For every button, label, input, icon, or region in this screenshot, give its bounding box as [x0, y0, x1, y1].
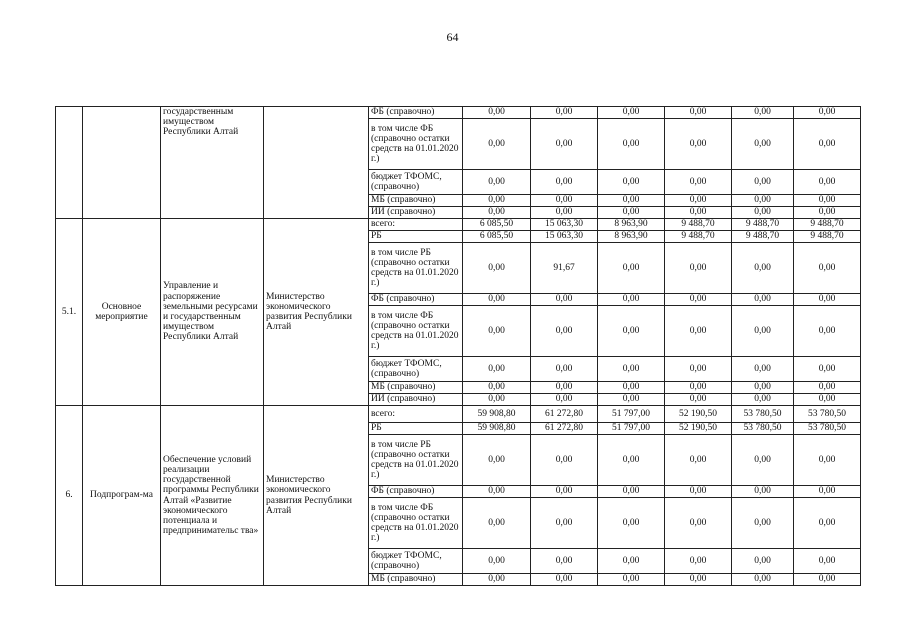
amount-cell: 0,00 [794, 107, 861, 119]
page-number: 64 [446, 30, 459, 44]
amount-cell: 51 797,00 [598, 423, 665, 435]
amount-cell: 0,00 [665, 357, 732, 382]
amount-cell: 0,00 [732, 170, 794, 195]
amount-cell: 0,00 [665, 243, 732, 294]
amount-cell: 0,00 [598, 107, 665, 119]
amount-cell: 61 272,80 [531, 406, 598, 423]
amount-cell: 0,00 [794, 195, 861, 207]
amount-cell: 0,00 [598, 119, 665, 170]
amount-cell: 0,00 [732, 498, 794, 549]
funding-source-cell: в том числе РБ (справочно остатки средств на 01.01.2020 г.) [369, 243, 463, 294]
amount-cell: 0,00 [463, 435, 531, 486]
amount-cell: 0,00 [531, 294, 598, 306]
funding-source-cell: всего: [369, 219, 463, 231]
amount-cell: 0,00 [732, 306, 794, 357]
amount-cell: 0,00 [598, 306, 665, 357]
funding-source-cell: бюджет ТФОМС, (справочно) [369, 170, 463, 195]
amount-cell: 0,00 [665, 195, 732, 207]
amount-cell: 0,00 [598, 207, 665, 219]
funding-source-cell: ИИ (справочно) [369, 207, 463, 219]
amount-cell: 9 488,70 [794, 231, 861, 243]
amount-cell: 0,00 [794, 119, 861, 170]
amount-cell: 0,00 [598, 294, 665, 306]
amount-cell: 0,00 [531, 119, 598, 170]
amount-cell: 0,00 [531, 195, 598, 207]
amount-cell: 53 780,50 [732, 423, 794, 435]
amount-cell: 0,00 [665, 486, 732, 498]
table-row [56, 107, 861, 119]
event-name-cell: Обеспечение условий реализации государственной программы Республики Алтай «Развитие экономического потенциала и предпринимательс тва» [161, 406, 264, 586]
amount-cell: 0,00 [531, 207, 598, 219]
amount-cell: 91,67 [531, 243, 598, 294]
funding-source-cell: ФБ (справочно) [369, 294, 463, 306]
amount-cell: 0,00 [531, 498, 598, 549]
amount-cell: 0,00 [463, 498, 531, 549]
amount-cell: 0,00 [794, 382, 861, 394]
amount-cell: 0,00 [598, 435, 665, 486]
amount-cell: 0,00 [665, 574, 732, 586]
amount-cell: 0,00 [665, 294, 732, 306]
amount-cell: 6 085,50 [463, 231, 531, 243]
amount-cell: 0,00 [531, 486, 598, 498]
amount-cell: 0,00 [463, 574, 531, 586]
amount-cell: 0,00 [531, 382, 598, 394]
amount-cell: 0,00 [732, 243, 794, 294]
amount-cell: 0,00 [665, 382, 732, 394]
amount-cell: 0,00 [463, 394, 531, 406]
amount-cell: 0,00 [531, 574, 598, 586]
amount-cell: 0,00 [598, 195, 665, 207]
amount-cell: 0,00 [732, 574, 794, 586]
amount-cell: 0,00 [463, 107, 531, 119]
amount-cell: 0,00 [531, 306, 598, 357]
amount-cell: 0,00 [531, 107, 598, 119]
funding-source-cell: в том числе ФБ (справочно остатки средств на 01.01.2020 г.) [369, 119, 463, 170]
amount-cell: 0,00 [665, 549, 732, 574]
amount-cell: 52 190,50 [665, 423, 732, 435]
executor-cell [264, 107, 369, 219]
amount-cell: 0,00 [598, 498, 665, 549]
funding-source-cell: в том числе ФБ (справочно остатки средств на 01.01.2020 г.) [369, 498, 463, 549]
amount-cell: 59 908,80 [463, 406, 531, 423]
amount-cell: 0,00 [463, 357, 531, 382]
executor-cell: Министерство экономического развития Республики Алтай [264, 219, 369, 406]
amount-cell: 8 963,90 [598, 219, 665, 231]
amount-cell: 9 488,70 [665, 219, 732, 231]
funding-source-cell: МБ (справочно) [369, 574, 463, 586]
amount-cell: 0,00 [732, 357, 794, 382]
amount-cell: 0,00 [598, 357, 665, 382]
status-cell [83, 107, 161, 219]
amount-cell: 15 063,30 [531, 231, 598, 243]
amount-cell: 15 063,30 [531, 219, 598, 231]
amount-cell: 0,00 [598, 486, 665, 498]
amount-cell: 8 963,90 [598, 231, 665, 243]
amount-cell: 61 272,80 [531, 423, 598, 435]
amount-cell: 0,00 [598, 243, 665, 294]
amount-cell: 0,00 [732, 382, 794, 394]
funding-source-cell: ФБ (справочно) [369, 486, 463, 498]
amount-cell: 0,00 [794, 207, 861, 219]
amount-cell: 0,00 [665, 107, 732, 119]
amount-cell: 0,00 [665, 170, 732, 195]
table-row [56, 219, 861, 231]
funding-source-cell: в том числе РБ (справочно остатки средств на 01.01.2020 г.) [369, 435, 463, 486]
amount-cell: 0,00 [794, 243, 861, 294]
amount-cell: 0,00 [598, 574, 665, 586]
amount-cell: 0,00 [732, 207, 794, 219]
amount-cell: 0,00 [794, 306, 861, 357]
event-name-cell: государственным имуществом Республики Алтай [161, 107, 264, 219]
event-name-cell: Управление и распоряжение земельными ресурсами и государственным имуществом Республики Алтай [161, 219, 264, 406]
amount-cell: 9 488,70 [794, 219, 861, 231]
amount-cell: 0,00 [794, 170, 861, 195]
amount-cell: 0,00 [794, 486, 861, 498]
amount-cell: 0,00 [732, 107, 794, 119]
amount-cell: 0,00 [732, 294, 794, 306]
amount-cell: 0,00 [463, 170, 531, 195]
amount-cell: 9 488,70 [665, 231, 732, 243]
amount-cell: 0,00 [732, 435, 794, 486]
row-number-cell [56, 107, 83, 219]
funding-source-cell: МБ (справочно) [369, 382, 463, 394]
funding-source-cell: МБ (справочно) [369, 195, 463, 207]
funding-source-cell: РБ [369, 423, 463, 435]
status-cell: Подпрограм-ма [83, 406, 161, 586]
amount-cell: 0,00 [463, 306, 531, 357]
amount-cell: 53 780,50 [794, 423, 861, 435]
amount-cell: 0,00 [794, 574, 861, 586]
amount-cell: 0,00 [732, 119, 794, 170]
amount-cell: 0,00 [665, 435, 732, 486]
amount-cell: 0,00 [732, 394, 794, 406]
amount-cell: 0,00 [794, 435, 861, 486]
amount-cell: 0,00 [665, 498, 732, 549]
row-number-cell: 5.1. [56, 219, 83, 406]
amount-cell: 0,00 [463, 207, 531, 219]
amount-cell: 0,00 [531, 170, 598, 195]
funding-source-cell: бюджет ТФОМС, (справочно) [369, 549, 463, 574]
amount-cell: 0,00 [463, 294, 531, 306]
executor-cell: Министерство экономического развития Республики Алтай [264, 406, 369, 586]
amount-cell: 6 085,50 [463, 219, 531, 231]
amount-cell: 0,00 [665, 119, 732, 170]
amount-cell: 0,00 [531, 394, 598, 406]
amount-cell: 53 780,50 [794, 406, 861, 423]
amount-cell: 0,00 [732, 195, 794, 207]
amount-cell: 0,00 [463, 549, 531, 574]
status-cell: Основное мероприятие [83, 219, 161, 406]
amount-cell: 0,00 [463, 119, 531, 170]
amount-cell: 0,00 [732, 486, 794, 498]
amount-cell: 9 488,70 [732, 219, 794, 231]
funding-source-cell: бюджет ТФОМС, (справочно) [369, 357, 463, 382]
funding-source-cell: ИИ (справочно) [369, 394, 463, 406]
amount-cell: 0,00 [598, 170, 665, 195]
amount-cell: 0,00 [794, 357, 861, 382]
amount-cell: 0,00 [794, 294, 861, 306]
amount-cell: 52 190,50 [665, 406, 732, 423]
amount-cell: 0,00 [531, 549, 598, 574]
amount-cell: 0,00 [463, 243, 531, 294]
amount-cell: 0,00 [794, 394, 861, 406]
amount-cell: 0,00 [531, 357, 598, 382]
amount-cell: 53 780,50 [732, 406, 794, 423]
amount-cell: 0,00 [732, 549, 794, 574]
amount-cell: 0,00 [665, 306, 732, 357]
amount-cell: 0,00 [794, 549, 861, 574]
row-number-cell: 6. [56, 406, 83, 586]
amount-cell: 9 488,70 [732, 231, 794, 243]
funding-source-cell: ФБ (справочно) [369, 107, 463, 119]
funding-source-cell: всего: [369, 406, 463, 423]
amount-cell: 51 797,00 [598, 406, 665, 423]
funding-source-cell: РБ [369, 231, 463, 243]
amount-cell: 0,00 [598, 394, 665, 406]
amount-cell: 0,00 [598, 382, 665, 394]
amount-cell: 0,00 [794, 498, 861, 549]
amount-cell: 0,00 [463, 382, 531, 394]
amount-cell: 0,00 [665, 207, 732, 219]
table-row [56, 406, 861, 423]
amount-cell: 0,00 [665, 394, 732, 406]
amount-cell: 0,00 [531, 435, 598, 486]
amount-cell: 0,00 [463, 486, 531, 498]
amount-cell: 59 908,80 [463, 423, 531, 435]
amount-cell: 0,00 [598, 549, 665, 574]
funding-source-cell: в том числе ФБ (справочно остатки средств на 01.01.2020 г.) [369, 306, 463, 357]
budget-table [55, 106, 861, 586]
amount-cell: 0,00 [463, 195, 531, 207]
